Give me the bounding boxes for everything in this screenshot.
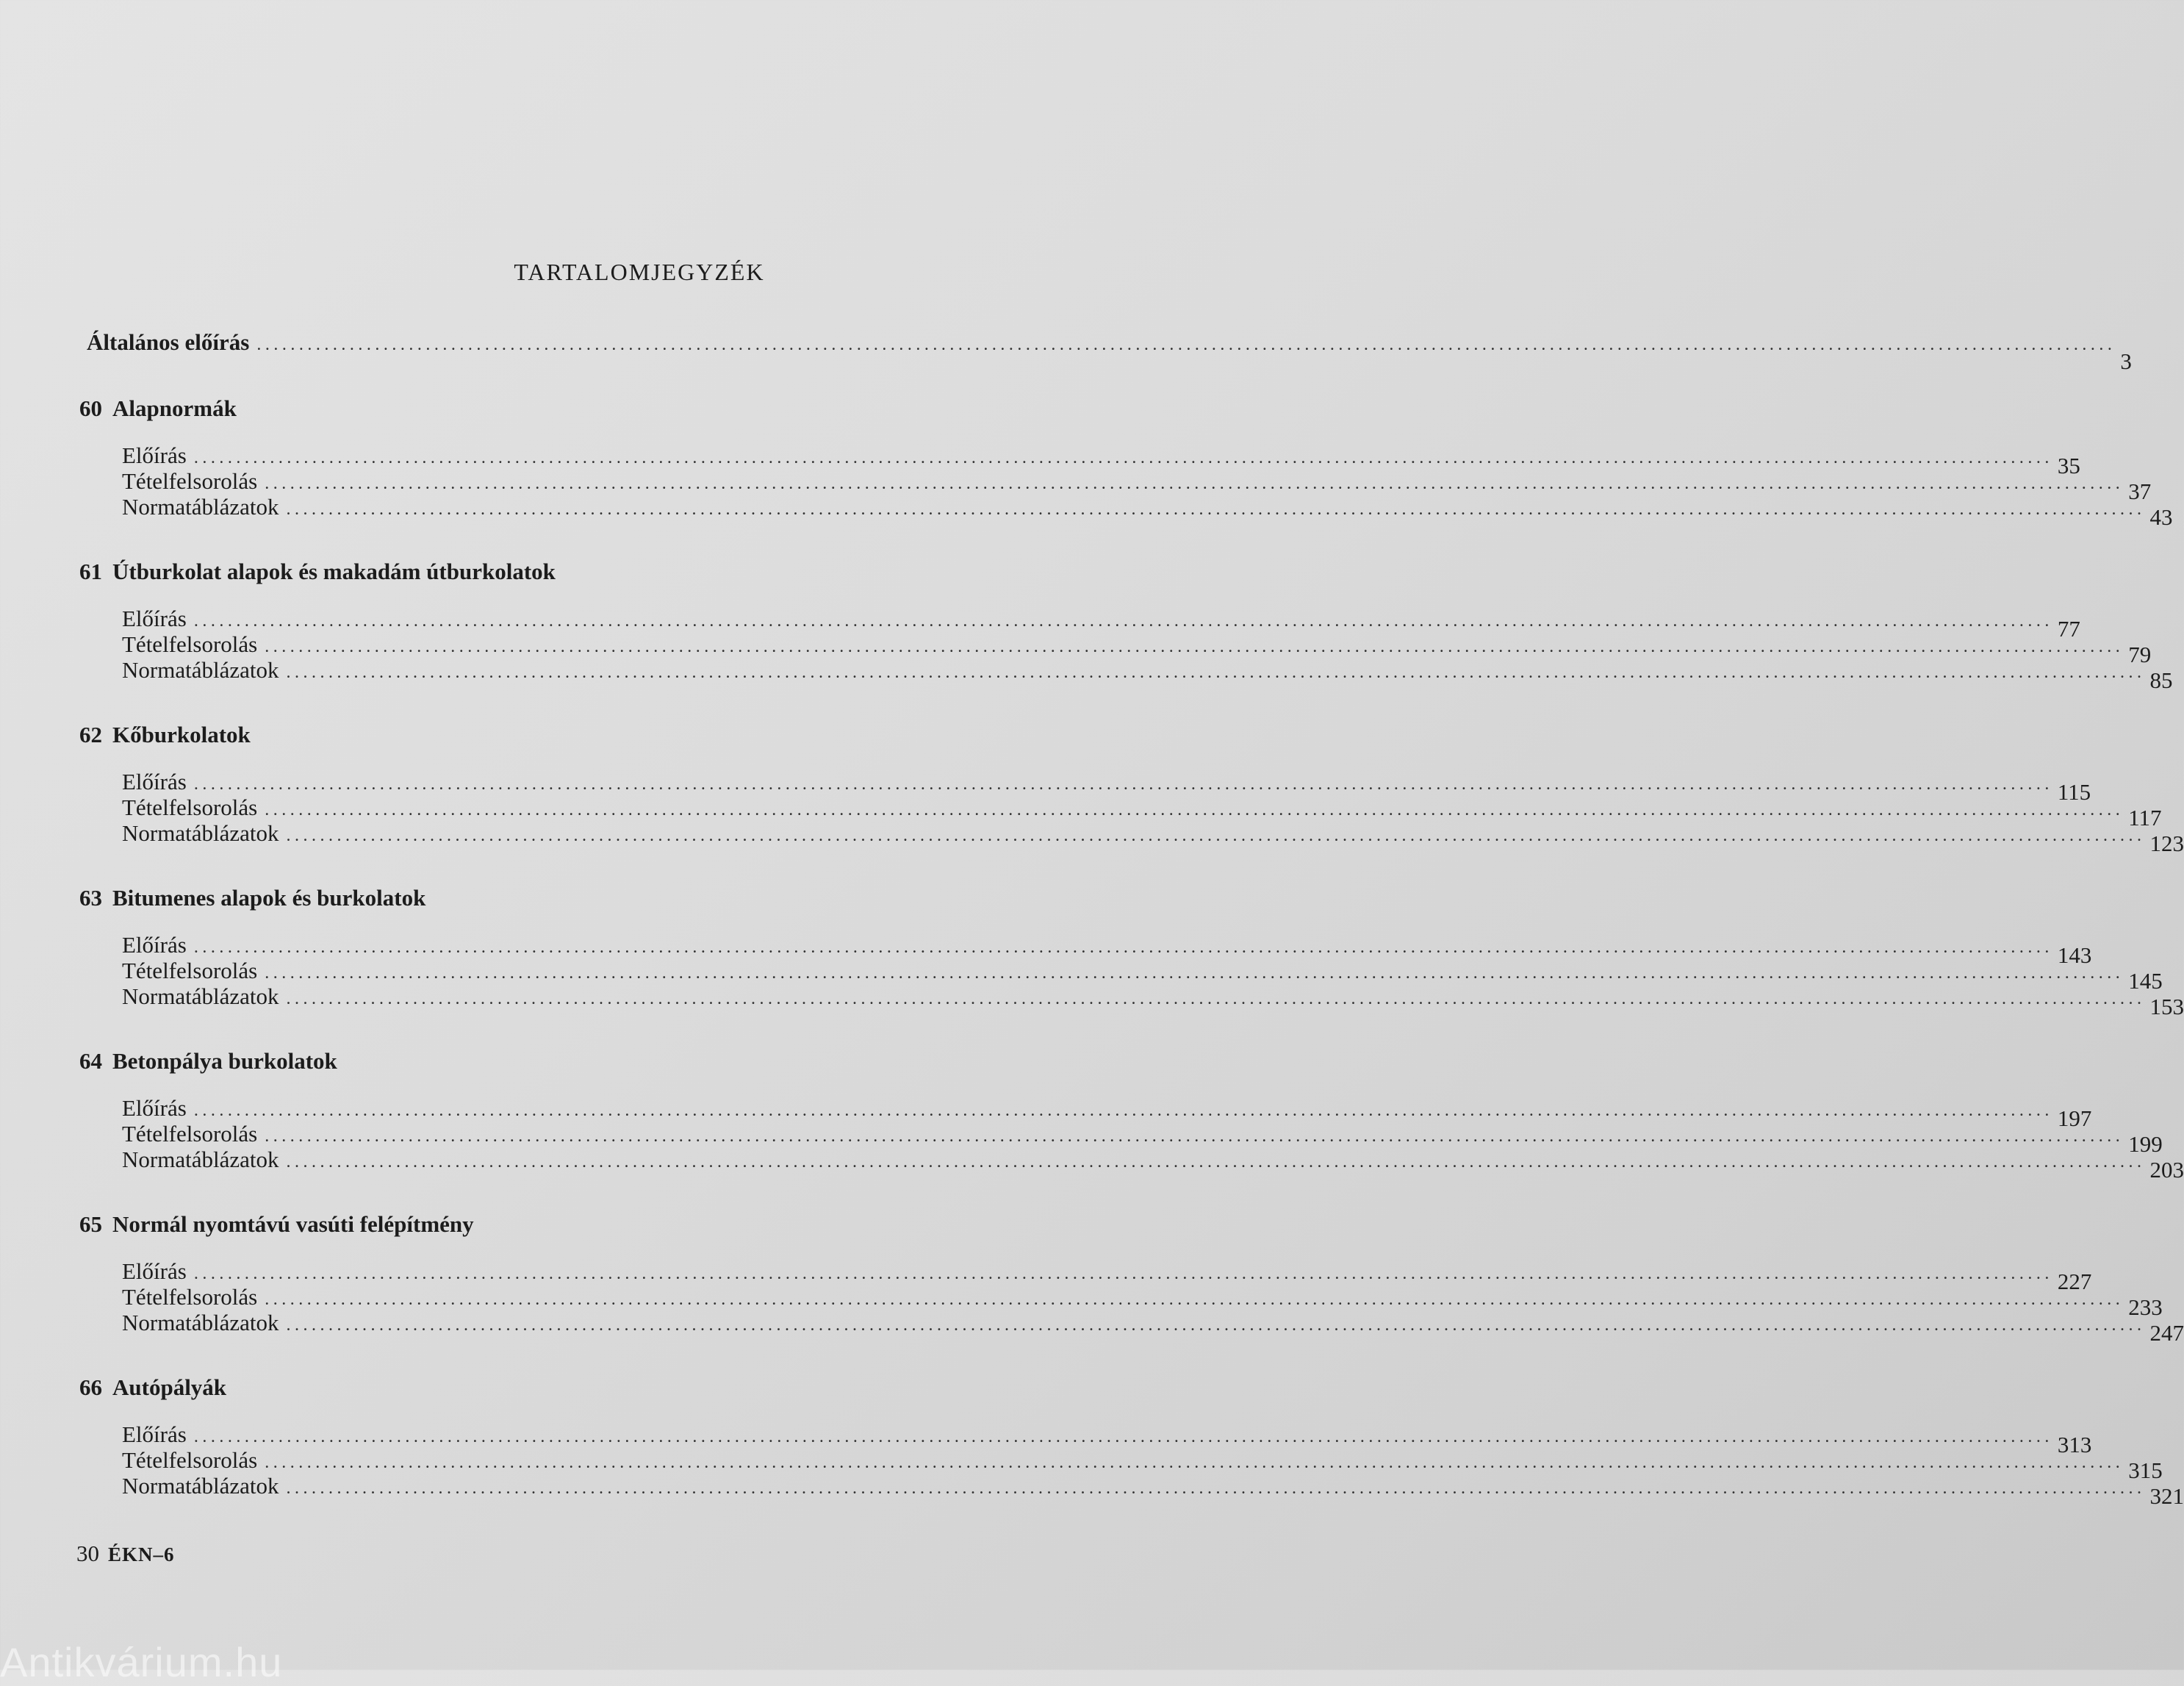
toc-entry — [122, 794, 2162, 831]
section-heading — [79, 1371, 1182, 1404]
entry-label: Előírás — [122, 769, 187, 794]
entry-label: Normatáblázatok — [122, 983, 279, 1009]
entry-label: Normatáblázatok — [122, 820, 279, 846]
section-number: 66 — [79, 1374, 102, 1400]
toc-entry — [122, 1447, 2163, 1483]
entry-label: Tételfelsorolás — [122, 631, 258, 657]
section-number: 65 — [79, 1211, 102, 1237]
entry-page-number: 227 — [2057, 1269, 2092, 1294]
toc-entry — [122, 657, 2173, 693]
entry-label: Előírás — [122, 1258, 187, 1284]
page-footer — [76, 1540, 175, 1567]
section-title: Bitumenes alapok és burkolatok — [112, 885, 426, 911]
entry-page-number: 199 — [2128, 1131, 2163, 1157]
entry-label: Normatáblázatok — [122, 1473, 279, 1499]
entry-page-number: 145 — [2128, 968, 2163, 994]
toc-section-60 — [79, 392, 2173, 530]
entry-label: Tételfelsorolás — [122, 958, 258, 983]
entry-label: Tételfelsorolás — [122, 1284, 258, 1310]
dot-leader: ............................................................................................................................................................................................................................ — [265, 964, 2124, 983]
section-number: 61 — [79, 559, 102, 584]
toc-section-62 — [79, 719, 2184, 856]
section-title: Betonpálya burkolatok — [112, 1048, 337, 1074]
dot-leader: ............................................................................................................................................................................................................................ — [193, 775, 2053, 794]
section-number: 64 — [79, 1048, 102, 1074]
entry-page-number: 197 — [2057, 1105, 2092, 1131]
footer-page-number: 30 — [76, 1540, 99, 1566]
entry-page-number: 143 — [2057, 942, 2092, 968]
dot-leader: ............................................................................................................................................................................................................................ — [193, 938, 2053, 957]
entry-page-number: 313 — [2057, 1432, 2092, 1457]
entry-label: Előírás — [122, 442, 187, 468]
toc-entry — [122, 1121, 2163, 1157]
watermark: Antikvárium.hu — [0, 1639, 283, 1685]
toc-entry — [122, 1310, 2184, 1346]
entry-label: Tételfelsorolás — [122, 794, 258, 820]
toc-entry — [122, 769, 2091, 805]
entry-label: Normatáblázatok — [122, 494, 279, 520]
dot-leader: ............................................................................................................................................................................................................................ — [286, 1479, 2146, 1498]
entry-page-number: 321 — [2149, 1483, 2184, 1509]
dot-leader: ............................................................................................................................................................................................................................ — [286, 1316, 2146, 1335]
toc-section-61 — [79, 556, 2173, 693]
toc-section-63 — [79, 882, 2184, 1019]
toc-entry — [122, 468, 2152, 504]
toc-entry — [122, 442, 2080, 478]
toc-entry-general — [87, 329, 2132, 374]
entry-label: Normatáblázatok — [122, 657, 279, 683]
section-title: Útburkolat alapok és makadám útburkolatok — [112, 559, 556, 584]
dot-leader: ............................................................................................................................................................................................................................ — [265, 637, 2124, 656]
entry-page-number: 247 — [2149, 1320, 2184, 1346]
section-number: 63 — [79, 885, 102, 911]
page-title: TARTALOMJEGYZÉK — [514, 259, 765, 285]
section-heading — [79, 1045, 1182, 1077]
toc-entry — [122, 1284, 2163, 1320]
entry-label: Előírás — [122, 1421, 187, 1447]
dot-leader: ............................................................................................................................................................................................................................ — [256, 335, 2116, 354]
entry-page-number: 203 — [2149, 1157, 2184, 1183]
entry-label: Előírás — [122, 1095, 187, 1121]
entry-page-number: 123 — [2149, 831, 2184, 856]
dot-leader: ............................................................................................................................................................................................................................ — [286, 989, 2146, 1008]
toc-section-65 — [79, 1208, 2184, 1346]
entry-page-number: 117 — [2128, 805, 2162, 831]
toc-section-66 — [79, 1371, 2184, 1509]
toc-entry — [122, 932, 2092, 968]
entry-page-number: 77 — [2057, 616, 2080, 642]
toc-entry — [122, 1473, 2184, 1509]
entry-page-number: 43 — [2149, 504, 2173, 530]
section-heading — [79, 1208, 1182, 1241]
entry-label: Általános előírás — [87, 329, 250, 355]
entry-label: Tételfelsorolás — [122, 1121, 258, 1147]
toc-entry — [122, 1421, 2092, 1457]
toc-entry — [122, 1147, 2184, 1183]
entry-page-number: 35 — [2057, 453, 2080, 478]
dot-leader: ............................................................................................................................................................................................................................ — [265, 800, 2124, 819]
dot-leader: ............................................................................................................................................................................................................................ — [193, 448, 2053, 467]
section-title: Normál nyomtávú vasúti felépítmény — [112, 1211, 474, 1237]
dot-leader: ............................................................................................................................................................................................................................ — [193, 1427, 2053, 1446]
toc-entry — [122, 606, 2080, 642]
section-heading — [79, 392, 1182, 425]
dot-leader: ............................................................................................................................................................................................................................ — [265, 1127, 2124, 1146]
dot-leader: ............................................................................................................................................................................................................................ — [265, 1290, 2124, 1309]
entry-label: Tételfelsorolás — [122, 468, 258, 494]
section-title: Alapnormák — [112, 395, 237, 421]
toc-entry — [122, 1095, 2092, 1131]
entry-label: Előírás — [122, 932, 187, 958]
section-heading — [79, 719, 1182, 751]
section-number: 60 — [79, 395, 102, 421]
section-title: Kőburkolatok — [112, 722, 251, 747]
entry-label: Előírás — [122, 606, 187, 631]
entry-label: Normatáblázatok — [122, 1310, 279, 1335]
dot-leader: ............................................................................................................................................................................................................................ — [286, 1152, 2146, 1172]
toc-entry — [122, 1258, 2092, 1294]
entry-page-number: 153 — [2149, 994, 2184, 1019]
entry-page-number: 315 — [2128, 1457, 2163, 1483]
entry-page-number: 37 — [2128, 478, 2152, 504]
dot-leader: ............................................................................................................................................................................................................................ — [193, 611, 2053, 631]
toc-entry — [122, 820, 2184, 856]
toc-entry — [122, 494, 2173, 530]
toc-general — [87, 329, 2132, 374]
entry-page-number: 233 — [2128, 1294, 2163, 1320]
entry-label: Normatáblázatok — [122, 1147, 279, 1172]
footer-code: ÉKN–6 — [108, 1543, 175, 1565]
toc-section-64 — [79, 1045, 2184, 1183]
entry-page-number: 85 — [2149, 667, 2173, 693]
toc-entry — [122, 958, 2163, 994]
section-heading — [79, 556, 1182, 588]
entry-page-number: 79 — [2128, 642, 2152, 667]
entry-page-number: 3 — [2120, 348, 2132, 374]
section-number: 62 — [79, 722, 102, 747]
dot-leader: ............................................................................................................................................................................................................................ — [286, 500, 2146, 519]
dot-leader: ............................................................................................................................................................................................................................ — [193, 1101, 2053, 1120]
entry-page-number: 115 — [2057, 779, 2091, 805]
dot-leader: ............................................................................................................................................................................................................................ — [286, 663, 2146, 682]
toc-entry — [122, 631, 2152, 667]
dot-leader: ............................................................................................................................................................................................................................ — [193, 1264, 2053, 1283]
section-heading — [79, 882, 1182, 914]
toc-entry — [122, 983, 2184, 1019]
dot-leader: ............................................................................................................................................................................................................................ — [265, 474, 2124, 493]
section-title: Autópályák — [112, 1374, 227, 1400]
entry-label: Tételfelsorolás — [122, 1447, 258, 1473]
dot-leader: ............................................................................................................................................................................................................................ — [286, 826, 2146, 845]
dot-leader: ............................................................................................................................................................................................................................ — [265, 1453, 2124, 1472]
